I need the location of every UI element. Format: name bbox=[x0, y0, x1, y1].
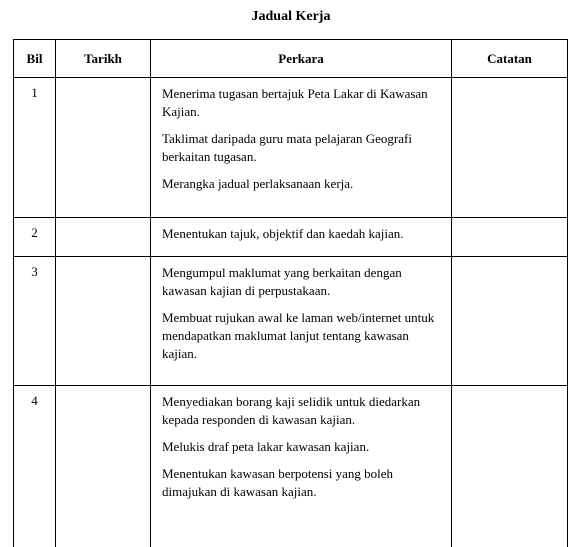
perkara-item: Taklimat daripada guru mata pelajaran Geografi berkaitan tugasan. bbox=[162, 130, 445, 166]
cell-tarikh bbox=[56, 218, 151, 257]
table-row bbox=[14, 78, 568, 218]
page-title: Jadual Kerja bbox=[0, 8, 582, 26]
cell-tarikh bbox=[56, 257, 151, 386]
cell-catatan bbox=[452, 78, 568, 218]
table-row bbox=[14, 386, 568, 547]
cell-perkara bbox=[151, 78, 452, 218]
cell-tarikh bbox=[56, 78, 151, 218]
cell-catatan bbox=[452, 386, 568, 547]
cell-bil: 4 bbox=[14, 386, 56, 547]
header-perkara: Perkara bbox=[151, 40, 452, 78]
perkara-item: Melukis draf peta lakar kawasan kajian. bbox=[162, 438, 445, 456]
cell-bil: 2 bbox=[14, 218, 56, 257]
table-row bbox=[14, 257, 568, 386]
cell-tarikh bbox=[56, 386, 151, 547]
perkara-item: Membuat rujukan awal ke laman web/internet untuk mendapatkan maklumat lanjut tentang kawasan kajian. bbox=[162, 309, 445, 363]
cell-perkara bbox=[151, 218, 452, 257]
work-schedule-table bbox=[13, 39, 568, 547]
perkara-item: Menentukan kawasan berpotensi yang boleh dimajukan di kawasan kajian. bbox=[162, 465, 445, 501]
header-catatan: Catatan bbox=[452, 40, 568, 78]
perkara-item: Menentukan tajuk, objektif dan kaedah kajian. bbox=[162, 225, 445, 243]
cell-catatan bbox=[452, 257, 568, 386]
perkara-item: Mengumpul maklumat yang berkaitan dengan kawasan kajian di perpustakaan. bbox=[162, 264, 445, 300]
perkara-item: Menerima tugasan bertajuk Peta Lakar di Kawasan Kajian. bbox=[162, 85, 445, 121]
table-row bbox=[14, 218, 568, 257]
cell-bil: 1 bbox=[14, 78, 56, 218]
cell-bil: 3 bbox=[14, 257, 56, 386]
header-tarikh: Tarikh bbox=[56, 40, 151, 78]
cell-catatan bbox=[452, 218, 568, 257]
perkara-item: Menyediakan borang kaji selidik untuk diedarkan kepada responden di kawasan kajian. bbox=[162, 393, 445, 429]
cell-perkara bbox=[151, 257, 452, 386]
perkara-item: Merangka jadual perlaksanaan kerja. bbox=[162, 175, 445, 193]
header-bil: Bil bbox=[14, 40, 56, 78]
table-header-row bbox=[14, 40, 568, 78]
cell-perkara bbox=[151, 386, 452, 547]
